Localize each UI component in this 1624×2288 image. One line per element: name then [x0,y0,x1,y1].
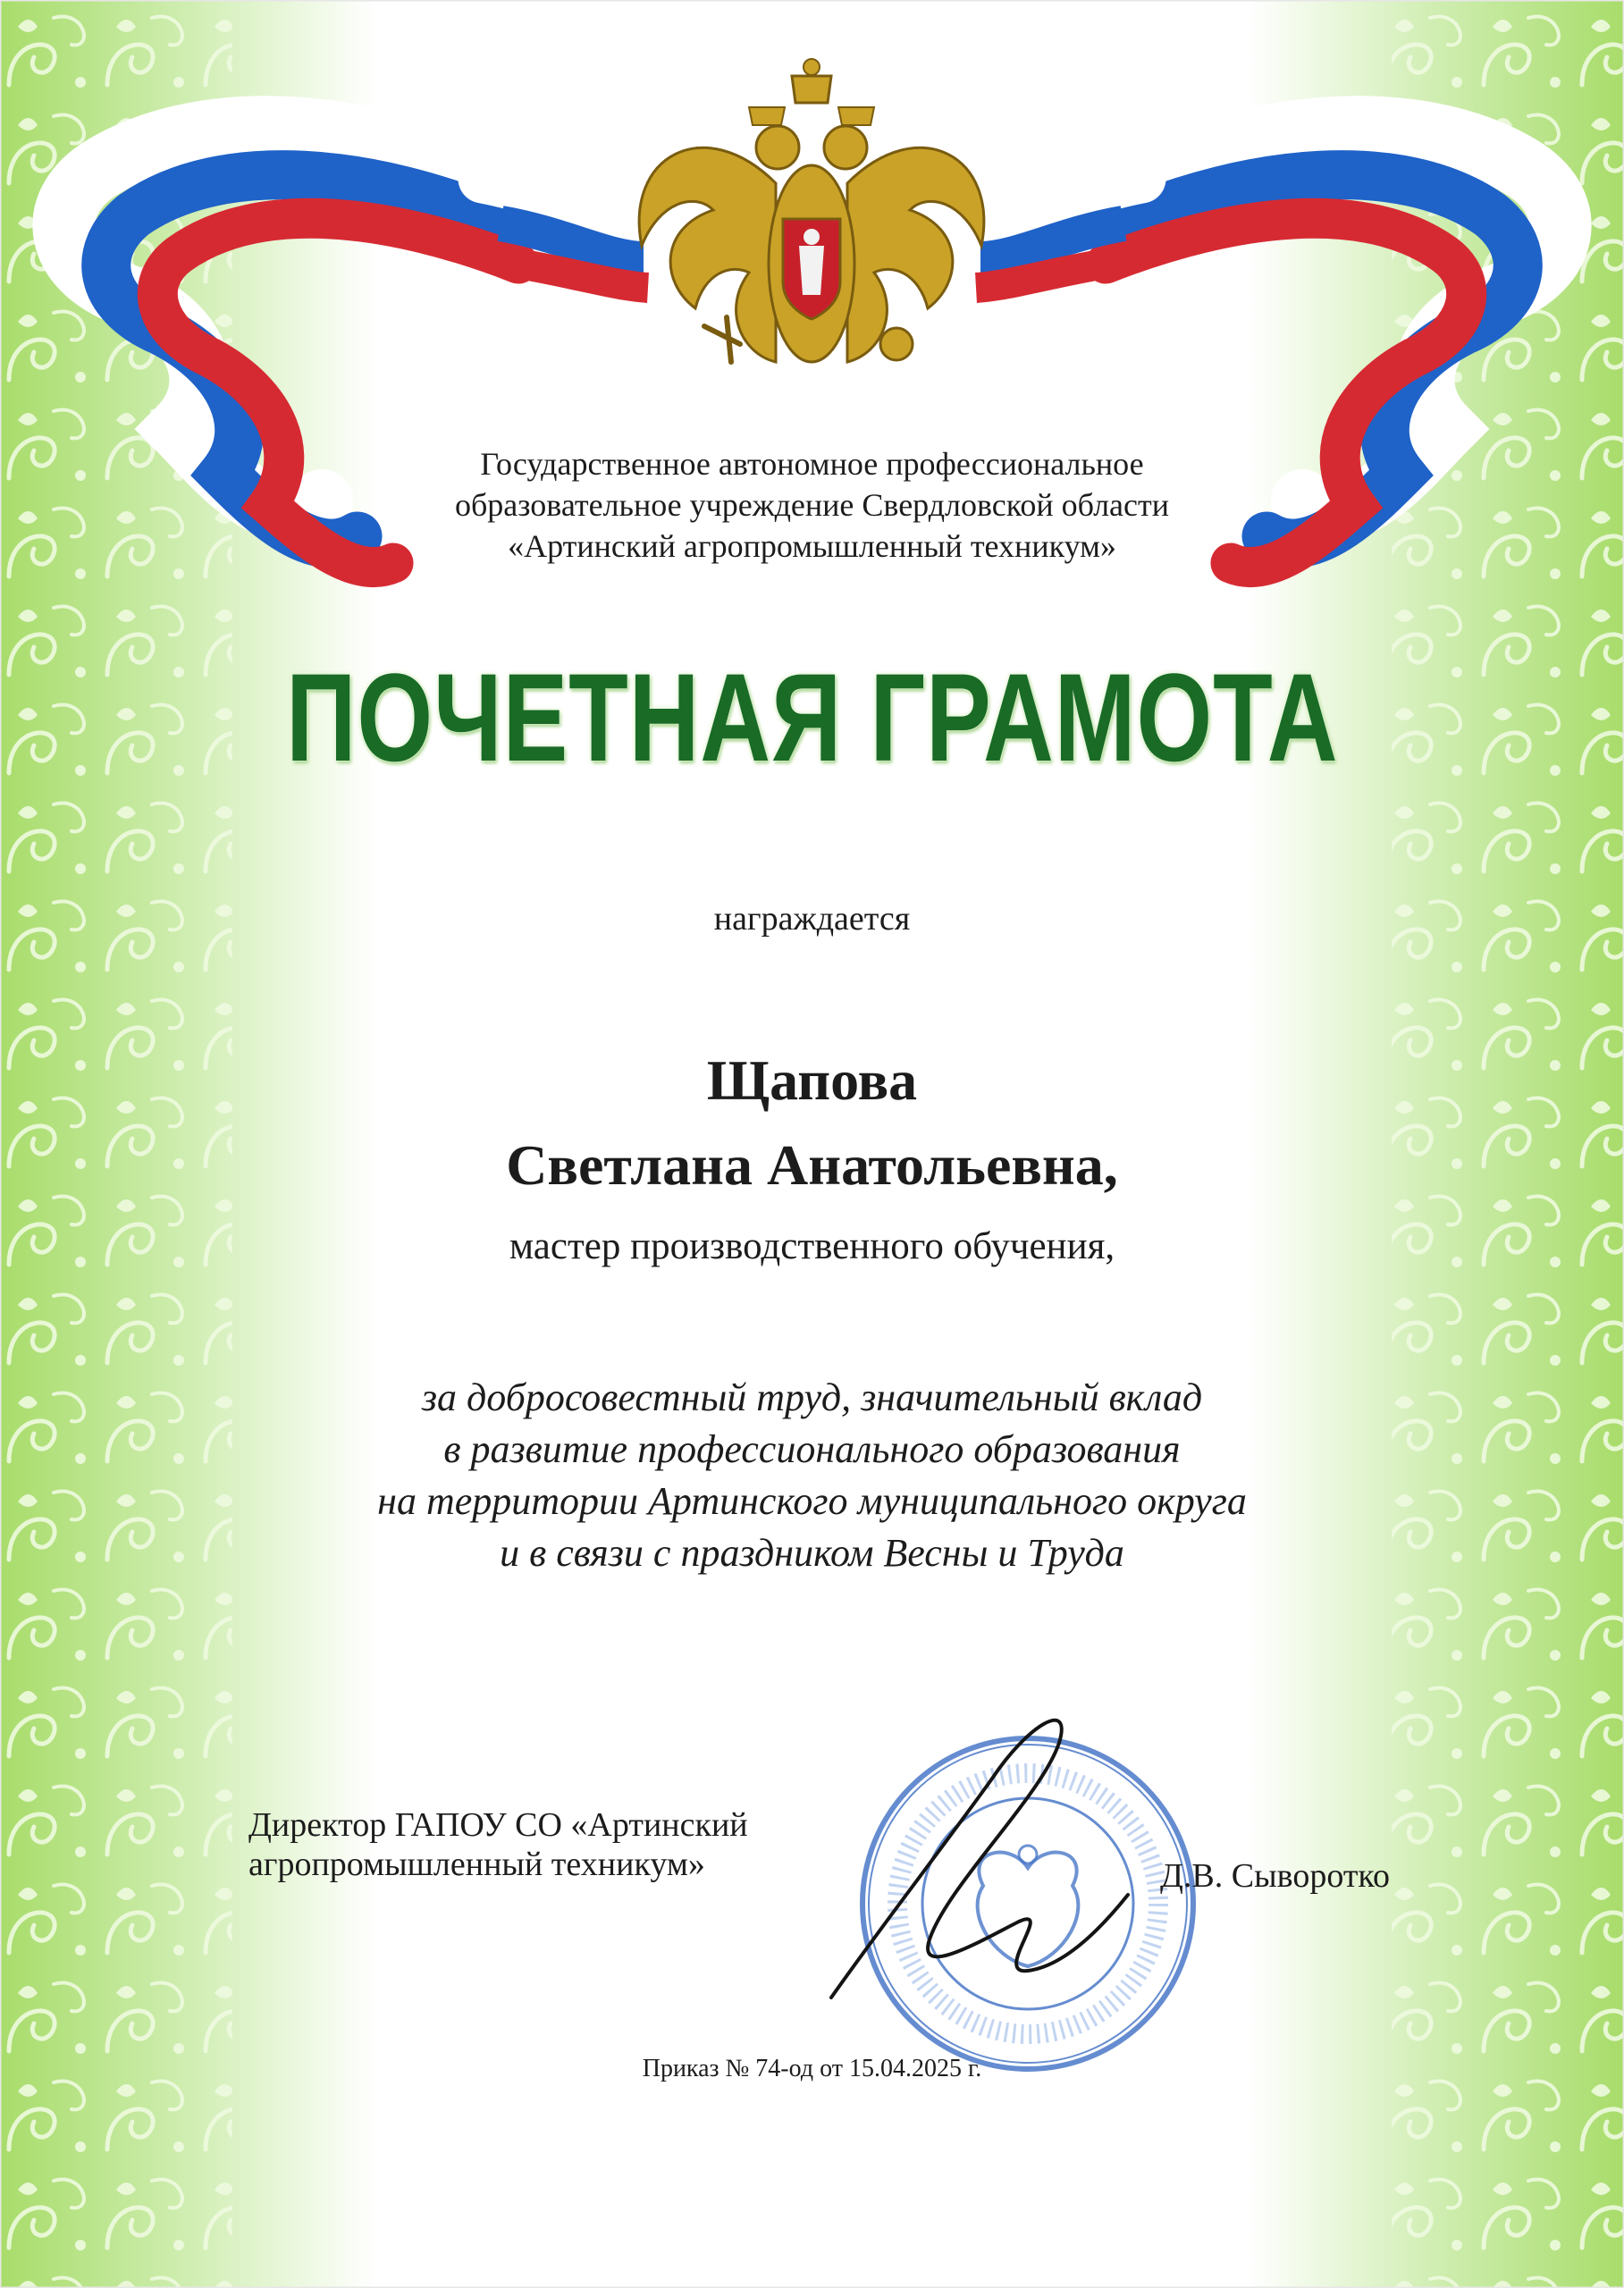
signer-name: Д.В. Сыворотко [1160,1857,1390,1895]
certificate-title-text: ПОЧЕТНАЯ ГРАМОТА [285,647,1339,787]
award-reason-line: в развитие профессионального образования [443,1427,1181,1471]
award-reason-line: за добросовестный труд, значительный вклад [421,1375,1203,1419]
award-reason-line: на территории Артинского муниципального округа [377,1479,1247,1523]
recipient-surname: Щапова [706,1048,918,1112]
signer-title [248,1805,748,1884]
awarded-label: награждается [713,900,911,938]
recipient-name: Светлана Анатольевна, [506,1133,1118,1197]
award-reason-line: и в связи с праздником Весны и Труда [500,1531,1124,1575]
organization-name-line: Государственное автономное профессиональное [480,446,1144,482]
order-note: Приказ № 74-од от 15.04.2025 г. [642,2055,982,2082]
organization-name-line: «Артинский агропромышленный техникум» [508,528,1116,564]
organization-name [0,443,1624,567]
signer-title-line: агропромышленный техникум» [248,1846,705,1883]
signer-title-line: Директор ГАПОУ СО «Артинский [248,1806,748,1844]
award-reason [0,1372,1624,1579]
certificate-title [0,642,1624,794]
organization-name-line: образовательное учреждение Свердловской области [454,487,1170,523]
recipient-position: мастер производственного обучения, [509,1225,1115,1267]
